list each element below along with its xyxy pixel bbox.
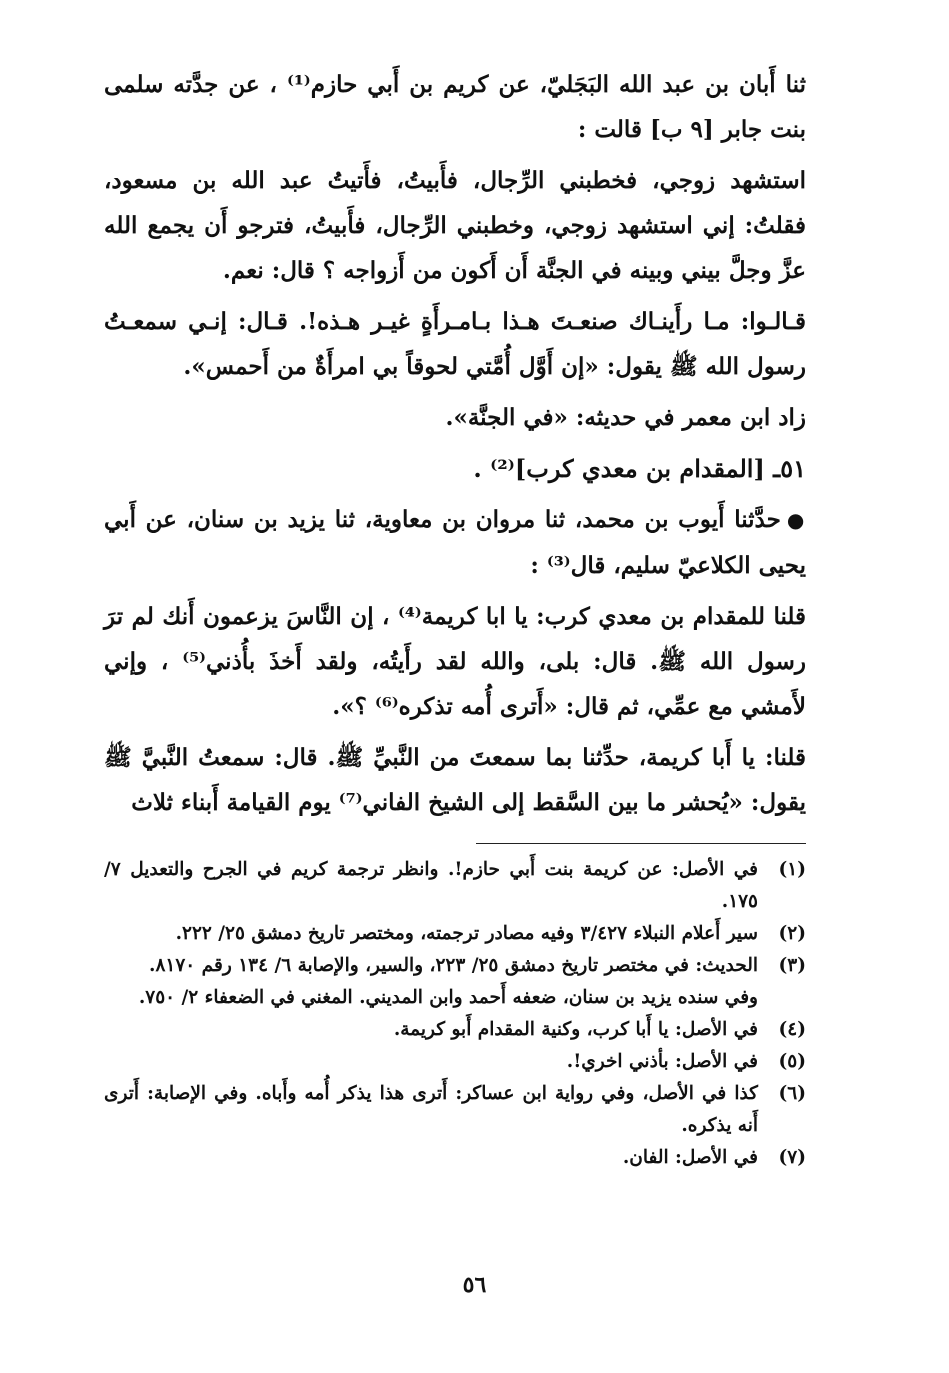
footnote-number: (٣) [778,955,806,976]
footnote-number: (٧) [778,1147,806,1168]
footnote-number: (٦) [778,1083,806,1104]
footnote-number: (٢) [778,923,806,944]
footnote-text: في الأصل: بأذني اخري!. [566,1051,758,1072]
footnote-number: (١) [778,859,806,880]
footnote-1 [104,854,806,918]
bullet-icon: ● [786,508,807,532]
footnote-text: في الأصل: يا أَبا كرب، وكنية المقدام أَبو كريمة. [393,1019,758,1040]
footnote-number: (٥) [778,1051,806,1072]
footnote-text: وفي سنده يزيد بن سنان، ضعفه أَحمد وابن المديني. المغني في الضعفاء ٢/ ٧٥٠. [138,987,758,1008]
paragraph-3: قـالـوا: مـا رأَينـاك صنعـتَ هـذا بـامـرأَةٍ غيـر هـذه!. قـال: إنـي سمعـتُ رسول الله ﷺ يقول: «إن أَوَّل أُمَّتي لحوقاً بي امرأَةٌ من أَحمس». [104,308,806,380]
footnote-text: في الأصل: الفان. [622,1147,758,1168]
footnote-text: سير أَعلام النبلاء ٣/٤٢٧ وفيه مصادر ترجمته، ومختصر تاريخ دمشق ٢٥/ ٢٢٢. [175,923,758,944]
footnote-text: كذا في الأصل، وفي رواية ابن عساكر: أَترى هذا يذكر أُمه وأَباه. وفي الإصابة: أَترى أَنه يذكره. [104,1083,758,1136]
footnote-4 [104,1014,806,1046]
footnote-5 [104,1046,806,1078]
footnotes-block [104,854,806,1174]
footnote-divider [476,843,806,844]
paragraph-5-text: حدَّثنا أَيوب بن محمد، ثنا مروان بن معاوية، ثنا يزيد بن سنان، عن أَبي يحيى الكلاعيّ سليم، قال⁽³⁾ : [104,506,806,579]
footnote-3-continuation [104,982,806,1014]
paragraph-1: ثنا أَبان بن عبد الله البَجَليّ، عن كريم بن أَبي حازم⁽¹⁾ ، عن جدَّته سلمى بنت جابر [٩ ب] قالت : [104,71,806,143]
footnote-text: في الأصل: عن كريمة بنت أَبي حازم!. وانظر ترجمة كريم في الجرح والتعديل ٧/ ١٧٥. [104,859,758,912]
paragraph-4: زاد ابن معمر في حديثه: «في الجنَّة». [445,404,806,431]
paragraph-5 [104,497,806,588]
footnote-3 [104,950,806,982]
footnote-text: الحديث: في مختصر تاريخ دمشق ٢٥/ ٢٢٣، والسير، والإصابة ٦/ ١٣٤ رقم ٨١٧٠. [149,955,758,976]
page-number: ٥٦ [462,1272,487,1298]
section-heading: ٥١ـ [المقدام بن معدي كرب]⁽²⁾ . [473,454,806,483]
footnote-7 [104,1142,806,1174]
paragraph-6: قلنا للمقدام بن معدي كرب: يا ابا كريمة⁽⁴⁾ ، إن النَّاسَ يزعمون أَنك لم ترَ رسول الله ﷺ. قال: بلى، والله لقد رأَيتُه، ولقد أَخذَ بأُذني⁽⁵⁾ ، وإني لأَمشي مع عمِّي، ثم قال: «أَترى أُمه تذكره⁽⁶⁾ ؟». [104,603,807,720]
footnote-2 [104,918,806,950]
paragraph-7: قلنا: يا أَبا كريمة، حدِّثنا بما سمعتَ من النَّبيِّ ﷺ. قال: سمعتُ النَّبيَّ ﷺ يقول: «يُحشر ما بين السَّقط إلى الشيخ الفاني⁽⁷⁾ يوم القيامة أَبناء ثلاث [104,744,806,816]
footnote-6 [104,1078,806,1142]
paragraph-2: استشهد زوجي، فخطبني الرِّجال، فأَبيتُ، فأَتيتُ عبد الله بن مسعود، فقلتُ: إني استشهد زوجي، وخطبني الرِّجال، فأَبيتُ، فترجو أَن يجمع الله عزَّ وجلَّ بيني وبينه في الجنَّة أَن أَكون من أَزواجه ؟ قال: نعم. [104,167,806,284]
main-text-block [104,62,806,831]
footnote-number: (٤) [778,1019,806,1040]
